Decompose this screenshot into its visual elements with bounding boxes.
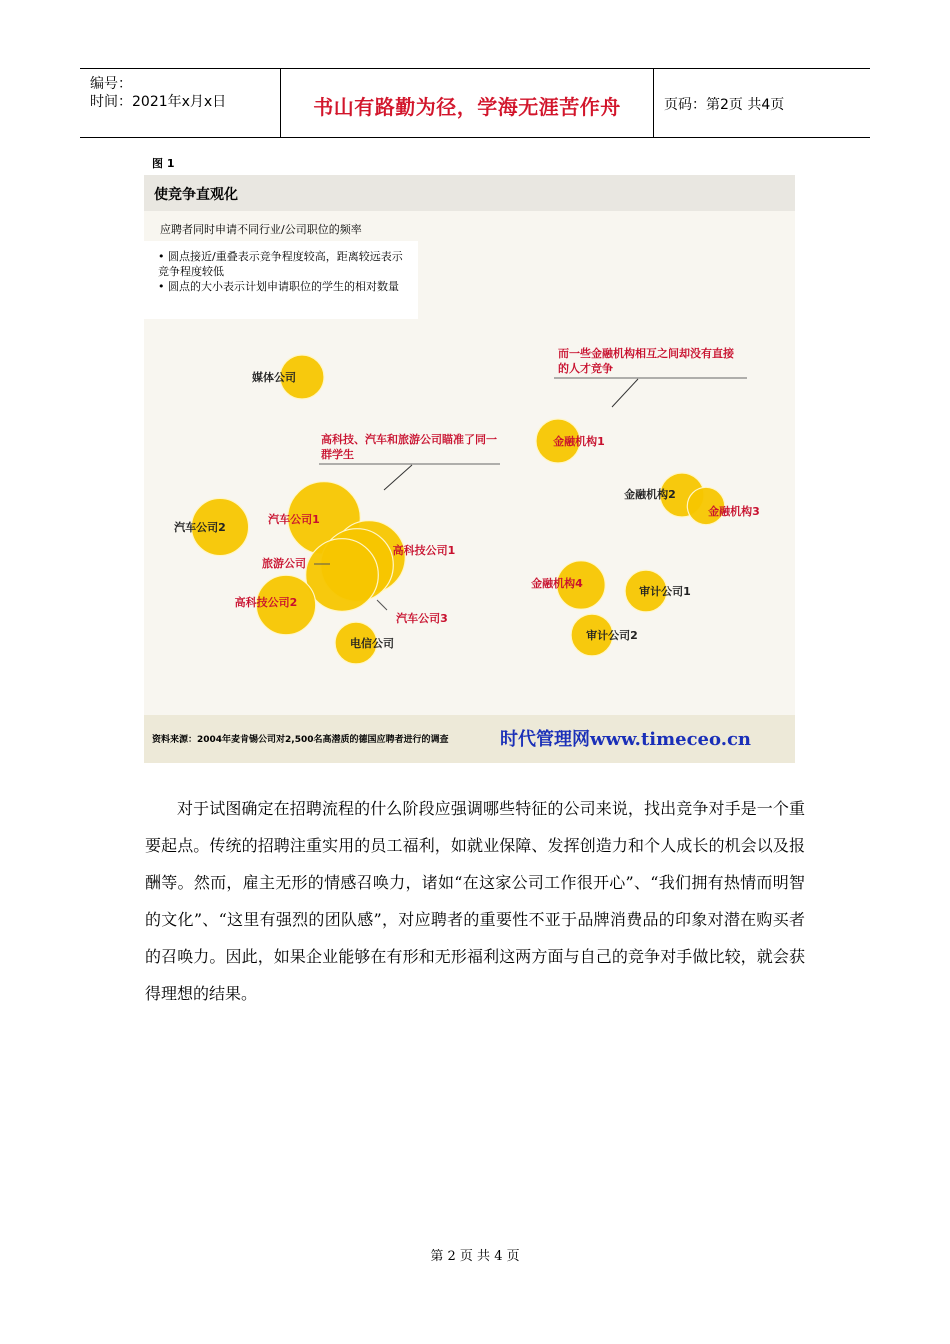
- callout-text: 的人才竞争: [558, 362, 613, 375]
- body-paragraph: 对于试图确定在招聘流程的什么阶段应强调哪些特征的公司来说，找出竞争对手是一个重要起点。传统的招聘注重实用的员工福利，如就业保障、发挥创造力和个人成长的机会以及报酬等。然而，雇主无形的情感召唤力，诸如“在这家公司工作很开心”、“我们拥有热情而明智的文化”、“这里有强烈的团队感”，对应聘者的重要性不亚于品牌消费品的印象对潜在购买者的召唤力。因此，如果企业能够在有形和无形福利这两方面与自己的竞争对手做比较，就会获得理想的结果。: [145, 799, 805, 1003]
- page-footer: 第 2 页 共 4 页: [430, 1249, 520, 1264]
- callout-leader: [612, 379, 638, 407]
- bubble-label: 电信公司: [350, 637, 394, 650]
- label-leader: [377, 600, 387, 610]
- bubble-label: 金融机构2: [624, 488, 676, 501]
- figure-source: 资料来源：2004年麦肯锡公司对2,500名高潜质的德国应聘者进行的调查: [152, 735, 449, 745]
- bubble-label: 汽车公司1: [268, 513, 320, 526]
- header-motto-cell: [281, 69, 654, 137]
- header-page-cell: [654, 69, 870, 137]
- bubble-label: 旅游公司: [262, 557, 306, 570]
- callout-text: 群学生: [321, 448, 354, 461]
- bubble-label: 审计公司1: [639, 585, 691, 598]
- callout-text: 高科技、汽车和旅游公司瞄准了同一: [321, 433, 497, 446]
- watermark: 时代管理网www.timeceo.cn: [500, 729, 752, 750]
- bubble-label: 媒体公司: [252, 371, 296, 384]
- bubble-label: 高科技公司2: [234, 596, 298, 609]
- figure-label: 图 1: [152, 157, 175, 170]
- figure: [144, 175, 795, 763]
- figure-subtitle: 应聘者同时申请不同行业/公司职位的频率: [160, 223, 362, 236]
- bubble-label: 金融机构3: [708, 505, 760, 518]
- callout-leader: [384, 465, 412, 490]
- figure-title: 使竞争直观化: [154, 187, 238, 203]
- date-label: 时间：2021年x月x日: [90, 94, 227, 110]
- page-header: [80, 68, 870, 138]
- motto: 书山有路勤为径，学海无涯苦作舟: [313, 95, 621, 119]
- bubble-chart: [144, 175, 795, 715]
- page-label: 页码：第2页 共4页: [664, 97, 785, 113]
- bubble-label: 金融机构1: [553, 435, 605, 448]
- header-info-cell: [80, 69, 281, 137]
- bubble-label: 汽车公司3: [396, 612, 448, 625]
- bubble-label: 审计公司2: [586, 629, 638, 642]
- bubble-label: 汽车公司2: [174, 521, 226, 534]
- bubble-label: 金融机构4: [531, 577, 583, 590]
- bubble: [306, 539, 379, 612]
- serial-label: 编号：: [90, 76, 132, 92]
- callout-text: 而一些金融机构相互之间却没有直接: [558, 347, 734, 360]
- figure-note: • 圆点的大小表示计划申请职位的学生的相对数量: [158, 280, 399, 293]
- figure-footer: [144, 715, 795, 763]
- figure-note: • 圆点接近/重叠表示竞争程度较高，距离较远表示竞争程度较低: [158, 250, 403, 278]
- bubble-label: 高科技公司1: [392, 544, 456, 557]
